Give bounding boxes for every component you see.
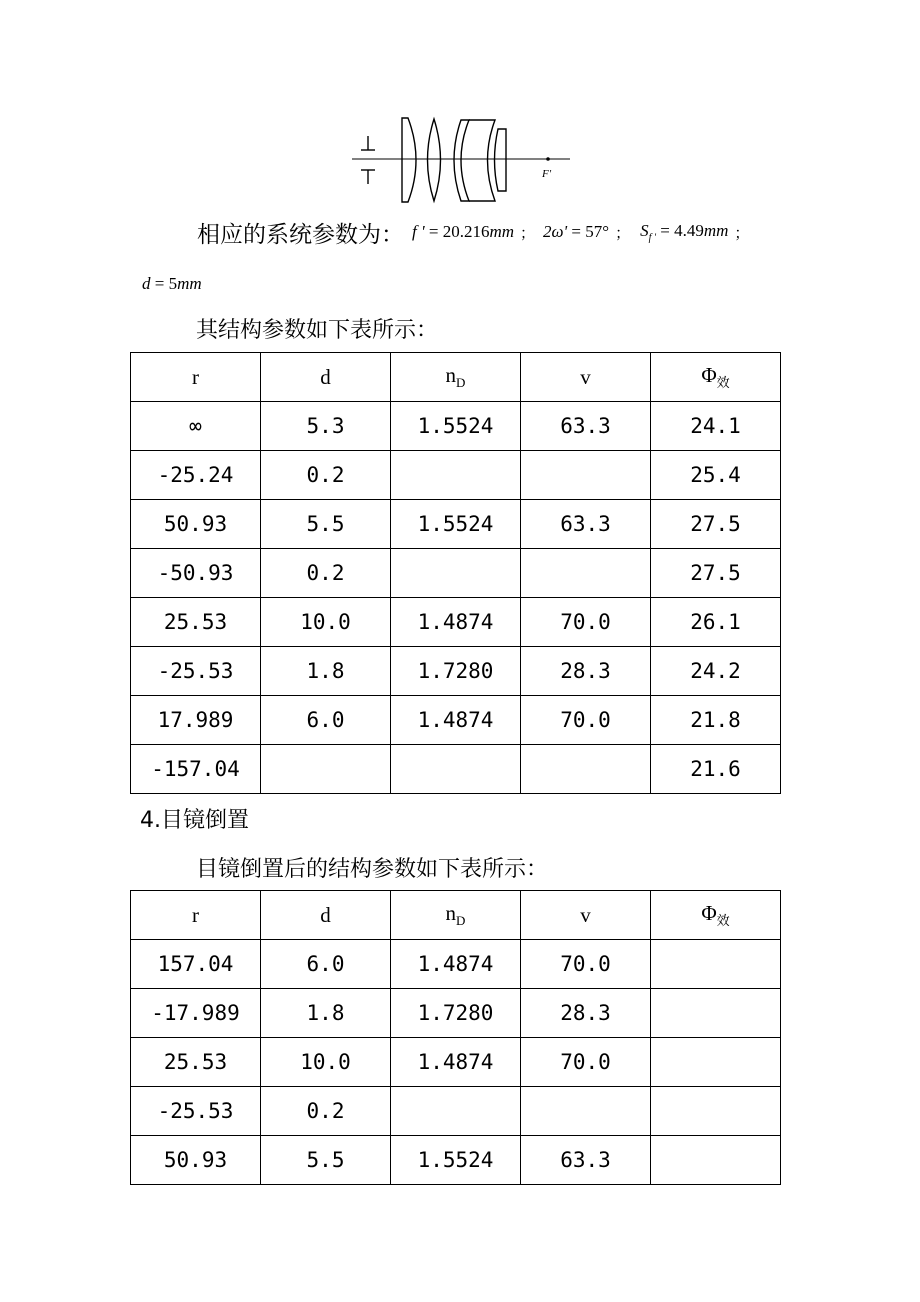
cell-r: 50.93 <box>131 500 261 549</box>
cell-v <box>521 745 651 794</box>
table-body <box>131 940 781 1185</box>
cell-r: 25.53 <box>131 1038 261 1087</box>
table-row <box>131 647 781 696</box>
table-row <box>131 500 781 549</box>
cell-nd: 1.7280 <box>391 989 521 1038</box>
cell-r: -25.53 <box>131 1087 261 1136</box>
table-body <box>131 402 781 794</box>
cell-d: 10.0 <box>261 1038 391 1087</box>
lens-system-diagram <box>352 112 570 208</box>
cell-nd: 1.4874 <box>391 598 521 647</box>
cell-phi: 26.1 <box>651 598 781 647</box>
cell-phi: 27.5 <box>651 549 781 598</box>
table-row <box>131 696 781 745</box>
cell-v: 70.0 <box>521 598 651 647</box>
structure-parameters-table <box>130 352 781 794</box>
table-header-row <box>131 891 781 940</box>
cell-d: 0.2 <box>261 451 391 500</box>
cell-v: 28.3 <box>521 647 651 696</box>
cell-v: 63.3 <box>521 500 651 549</box>
cell-v: 70.0 <box>521 696 651 745</box>
cell-nd: 1.4874 <box>391 940 521 989</box>
table-header-row <box>131 353 781 402</box>
cell-nd <box>391 549 521 598</box>
cell-d: 10.0 <box>261 598 391 647</box>
table2-intro: 目镜倒置后的结构参数如下表所示： <box>196 857 549 882</box>
header-v: v <box>521 891 651 940</box>
cell-d: 5.5 <box>261 1136 391 1185</box>
table-row <box>131 1087 781 1136</box>
cell-phi <box>651 989 781 1038</box>
aperture-stop-icon <box>361 136 375 184</box>
cell-phi: 21.8 <box>651 696 781 745</box>
cell-v <box>521 549 651 598</box>
cell-phi: 24.2 <box>651 647 781 696</box>
cell-nd: 1.5524 <box>391 1136 521 1185</box>
header-phi: $\Phi_效$ <box>651 353 781 402</box>
table-row <box>131 402 781 451</box>
header-r: r <box>131 353 261 402</box>
table-row <box>131 940 781 989</box>
cell-r: -25.24 <box>131 451 261 500</box>
cell-r: 25.53 <box>131 598 261 647</box>
cell-v <box>521 1087 651 1136</box>
cell-phi <box>651 1038 781 1087</box>
cell-r: -25.53 <box>131 647 261 696</box>
cell-r: -50.93 <box>131 549 261 598</box>
table-row <box>131 745 781 794</box>
cell-v: 70.0 <box>521 940 651 989</box>
cell-d: 5.3 <box>261 402 391 451</box>
diameter-formula: d = 5mm <box>142 274 202 293</box>
header-r: r <box>131 891 261 940</box>
back-focal-distance-formula: $S_{f '} = 4.49mm$ <box>640 220 729 244</box>
cell-v: 63.3 <box>521 402 651 451</box>
cell-nd: 1.4874 <box>391 1038 521 1087</box>
cell-nd <box>391 451 521 500</box>
cell-phi <box>651 1136 781 1185</box>
table-row <box>131 1038 781 1087</box>
cell-nd: 1.5524 <box>391 402 521 451</box>
focal-point-label: F' <box>542 168 552 180</box>
cell-nd <box>391 745 521 794</box>
cell-phi: 21.6 <box>651 745 781 794</box>
cell-phi: 27.5 <box>651 500 781 549</box>
table-row <box>131 451 781 500</box>
header-d: d <box>261 891 391 940</box>
field-angle-formula: 2ω' = 57° <box>543 222 610 241</box>
table-row <box>131 1136 781 1185</box>
cell-phi: 25.4 <box>651 451 781 500</box>
cell-phi: 24.1 <box>651 402 781 451</box>
cell-v <box>521 451 651 500</box>
cell-d: 5.5 <box>261 500 391 549</box>
inverted-eyepiece-parameters-table <box>130 890 781 1185</box>
cell-r: -157.04 <box>131 745 261 794</box>
header-phi: $\Phi_效$ <box>651 891 781 940</box>
table-row <box>131 989 781 1038</box>
cell-d: 0.2 <box>261 549 391 598</box>
cell-v: 28.3 <box>521 989 651 1038</box>
cell-v: 63.3 <box>521 1136 651 1185</box>
cell-d: 0.2 <box>261 1087 391 1136</box>
cell-d: 1.8 <box>261 989 391 1038</box>
system-parameters-intro: 相应的系统参数为： <box>197 221 404 248</box>
cell-d <box>261 745 391 794</box>
table-row <box>131 598 781 647</box>
table1-intro: 其结构参数如下表所示： <box>196 318 439 343</box>
cell-v: 70.0 <box>521 1038 651 1087</box>
focal-point-marker <box>546 157 550 161</box>
header-nd: $n_D$ <box>391 353 521 402</box>
cell-d: 6.0 <box>261 696 391 745</box>
cell-nd <box>391 1087 521 1136</box>
cell-nd: 1.5524 <box>391 500 521 549</box>
cell-d: 6.0 <box>261 940 391 989</box>
cell-nd: 1.4874 <box>391 696 521 745</box>
cell-phi <box>651 940 781 989</box>
section-heading: 4.目镜倒置 <box>140 808 249 833</box>
cell-nd: 1.7280 <box>391 647 521 696</box>
cell-r: ∞ <box>131 402 261 451</box>
header-d: d <box>261 353 391 402</box>
cell-r: 50.93 <box>131 1136 261 1185</box>
cell-d: 1.8 <box>261 647 391 696</box>
header-v: v <box>521 353 651 402</box>
table-row <box>131 549 781 598</box>
lens-elements <box>402 118 506 202</box>
cell-r: 17.989 <box>131 696 261 745</box>
cell-r: 157.04 <box>131 940 261 989</box>
header-nd: $n_D$ <box>391 891 521 940</box>
cell-phi <box>651 1087 781 1136</box>
system-parameters-line: 相应的系统参数为： f ' = 20.216mm ； 2ω' = 57° ； $S_{f '} = 4.49mm$ ； <box>197 214 749 250</box>
focal-length-formula: f ' = 20.216mm <box>412 222 515 241</box>
cell-r: -17.989 <box>131 989 261 1038</box>
